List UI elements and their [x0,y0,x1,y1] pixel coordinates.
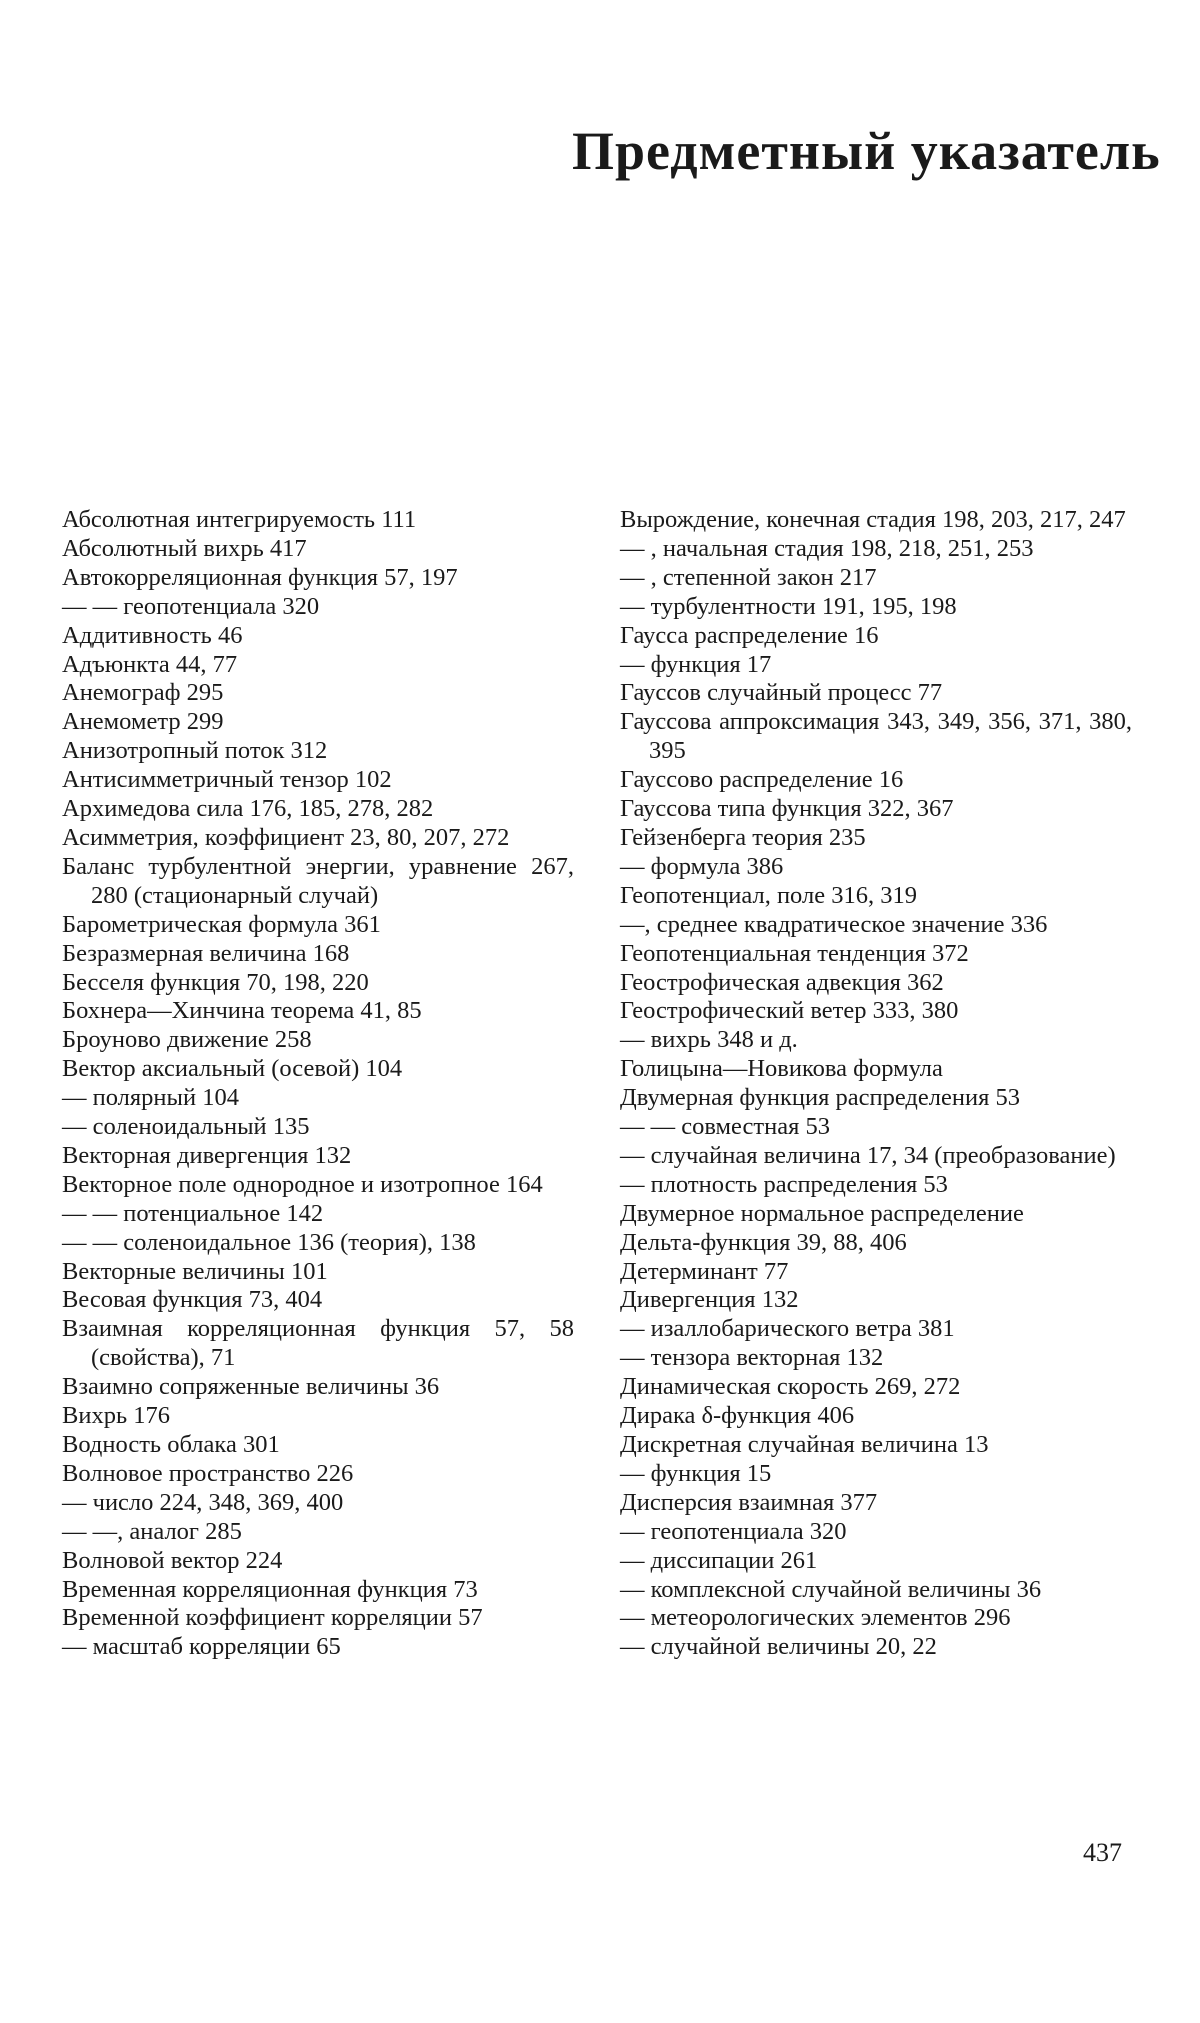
index-entry: Безразмерная величина 168 [62,939,350,967]
index-entry: Дисперсия взаимная 377 [620,1488,878,1516]
index-entry: Бохнера—Хинчина теорема 41, 85 [62,997,422,1025]
index-entry: — метеорологических элементов 296 [620,1604,1011,1632]
index-entry: — соленоидальный 135 [62,1113,310,1141]
index-entry: Детерминант 77 [620,1257,789,1285]
index-entry: — — совместная 53 [620,1113,830,1141]
index-entry: Гауссова типа функция 322, 367 [620,795,954,823]
index-entry: Архимедова сила 176, 185, 278, 282 [62,795,434,823]
index-entry: Адъюнкта 44, 77 [62,650,238,678]
index-entry: Барометрическая формула 361 [62,910,381,938]
index-entry: Взаимно сопряженные величины 36 [62,1373,440,1401]
index-entry: Анизотропный поток 312 [62,737,328,765]
index-entry: — комплексной случайной величины 36 [620,1575,1042,1603]
index-entry: Бесселя функция 70, 198, 220 [62,968,369,996]
index-entry: Дирака δ-функция 406 [620,1402,855,1430]
index-entry: Весовая функция 73, 404 [62,1286,323,1314]
index-entry: Вихрь 176 [62,1402,171,1430]
index-entry: — случайная величина 17, 34 (преобразование) [620,1141,1116,1169]
index-entry: Анемограф 295 [62,679,224,707]
index-entry: Векторное поле однородное и изотропное 164 [62,1170,543,1198]
index-entry: — формула 386 [620,852,784,880]
index-entry: Аддитивность 46 [62,621,243,649]
index-entry: —, среднее квадратическое значение 336 [620,910,1048,938]
index-entry: Геострофическая адвекция 362 [620,968,944,996]
page-number: 437 [1083,1838,1122,1867]
index-entry: — плотность распределения 53 [620,1170,948,1198]
index-entry: — функция 17 [620,650,772,678]
index-entry: Абсолютная интегрируемость 111 [62,506,417,533]
index-entry: — геопотенциала 320 [620,1517,847,1545]
index-entry: — масштаб корреляции 65 [62,1633,341,1661]
index-entry: Дискретная случайная величина 13 [620,1431,989,1458]
index-entry: Гаусса распределение 16 [620,621,879,649]
index-entry: — тензора векторная 132 [620,1344,884,1372]
index-column-left [62,506,574,1662]
index-entry: Анемометр 299 [62,708,224,736]
index-entry: Волновое пространство 226 [62,1459,354,1487]
index-entry: — , степенной закон 217 [620,563,877,591]
index-entry: Водность облака 301 [62,1431,280,1458]
index-entry: — функция 15 [620,1459,772,1487]
index-entry: Асимметрия, коэффициент 23, 80, 207, 272 [62,823,510,851]
index-entry: — — геопотенциала 320 [62,592,320,620]
index-entry: Геопотенциал, поле 316, 319 [620,881,917,909]
index-entry: — — потенциальное 142 [62,1199,324,1227]
index-entry: Броуново движение 258 [62,1026,312,1054]
index-entry: Вектор аксиальный (осевой) 104 [62,1055,403,1083]
index-entry: — диссипации 261 [620,1546,818,1574]
index-entry: — — соленоидальное 136 (теория), 138 [62,1228,476,1256]
index-entry: — случайной величины 20, 22 [620,1633,937,1661]
index-entry: Вырождение, конечная стадия 198, 203, 217, 247 [620,506,1126,533]
index-entry: — полярный 104 [62,1084,239,1112]
index-entry: Двумерное нормальное распределение [620,1199,1024,1227]
index-entry: Волновой вектор 224 [62,1546,283,1574]
index-entry: — число 224, 348, 369, 400 [62,1488,344,1516]
index-entry: Динамическая скорость 269, 272 [620,1373,961,1401]
index-entry: Гейзенберга теория 235 [620,823,866,851]
index-entry: — —, аналог 285 [62,1517,242,1545]
index-entry: Геопотенциальная тенденция 372 [620,939,969,967]
index-entry: Векторная дивергенция 132 [62,1141,352,1169]
index-entry: — турбулентности 191, 195, 198 [620,592,957,620]
index-column-right [620,506,1132,1662]
index-entry: Гауссов случайный процесс 77 [620,679,943,707]
index-entry: — вихрь 348 и д. [620,1026,798,1054]
index-entry: Временной коэффициент корреляции 57 [62,1604,483,1632]
index-entry: Геострофический ветер 333, 380 [620,997,959,1025]
index-entry: Баланс турбулентной энергии, уравнение 267, 280 (стационарный случай) [62,852,574,909]
index-entry: Гауссова аппроксимация 343, 349, 356, 371, 380, 395 [620,708,1132,765]
index-entry: Дивергенция 132 [620,1286,799,1314]
index-entry: Автокорреляционная функция 57, 197 [62,563,458,591]
index-entry: Двумерная функция распределения 53 [620,1084,1020,1112]
index-entry: Антисимметричный тензор 102 [62,766,392,794]
index-entry: Голицына—Новикова формула [620,1055,943,1083]
index-entry: Гауссово распределение 16 [620,766,904,794]
page-title: Предметный указатель [572,121,1161,181]
index-entry: Временная корреляционная функция 73 [62,1575,478,1603]
index-entry: Абсолютный вихрь 417 [62,534,307,562]
index-entry: Дельта-функция 39, 88, 406 [620,1228,907,1256]
index-entry: Взаимная корреляционная функция 57, 58 (свойства), 71 [62,1315,574,1372]
index-entry: — , начальная стадия 198, 218, 251, 253 [620,534,1034,562]
index-entry: Векторные величины 101 [62,1257,328,1285]
index-entry: — изаллобарического ветра 381 [620,1315,955,1343]
